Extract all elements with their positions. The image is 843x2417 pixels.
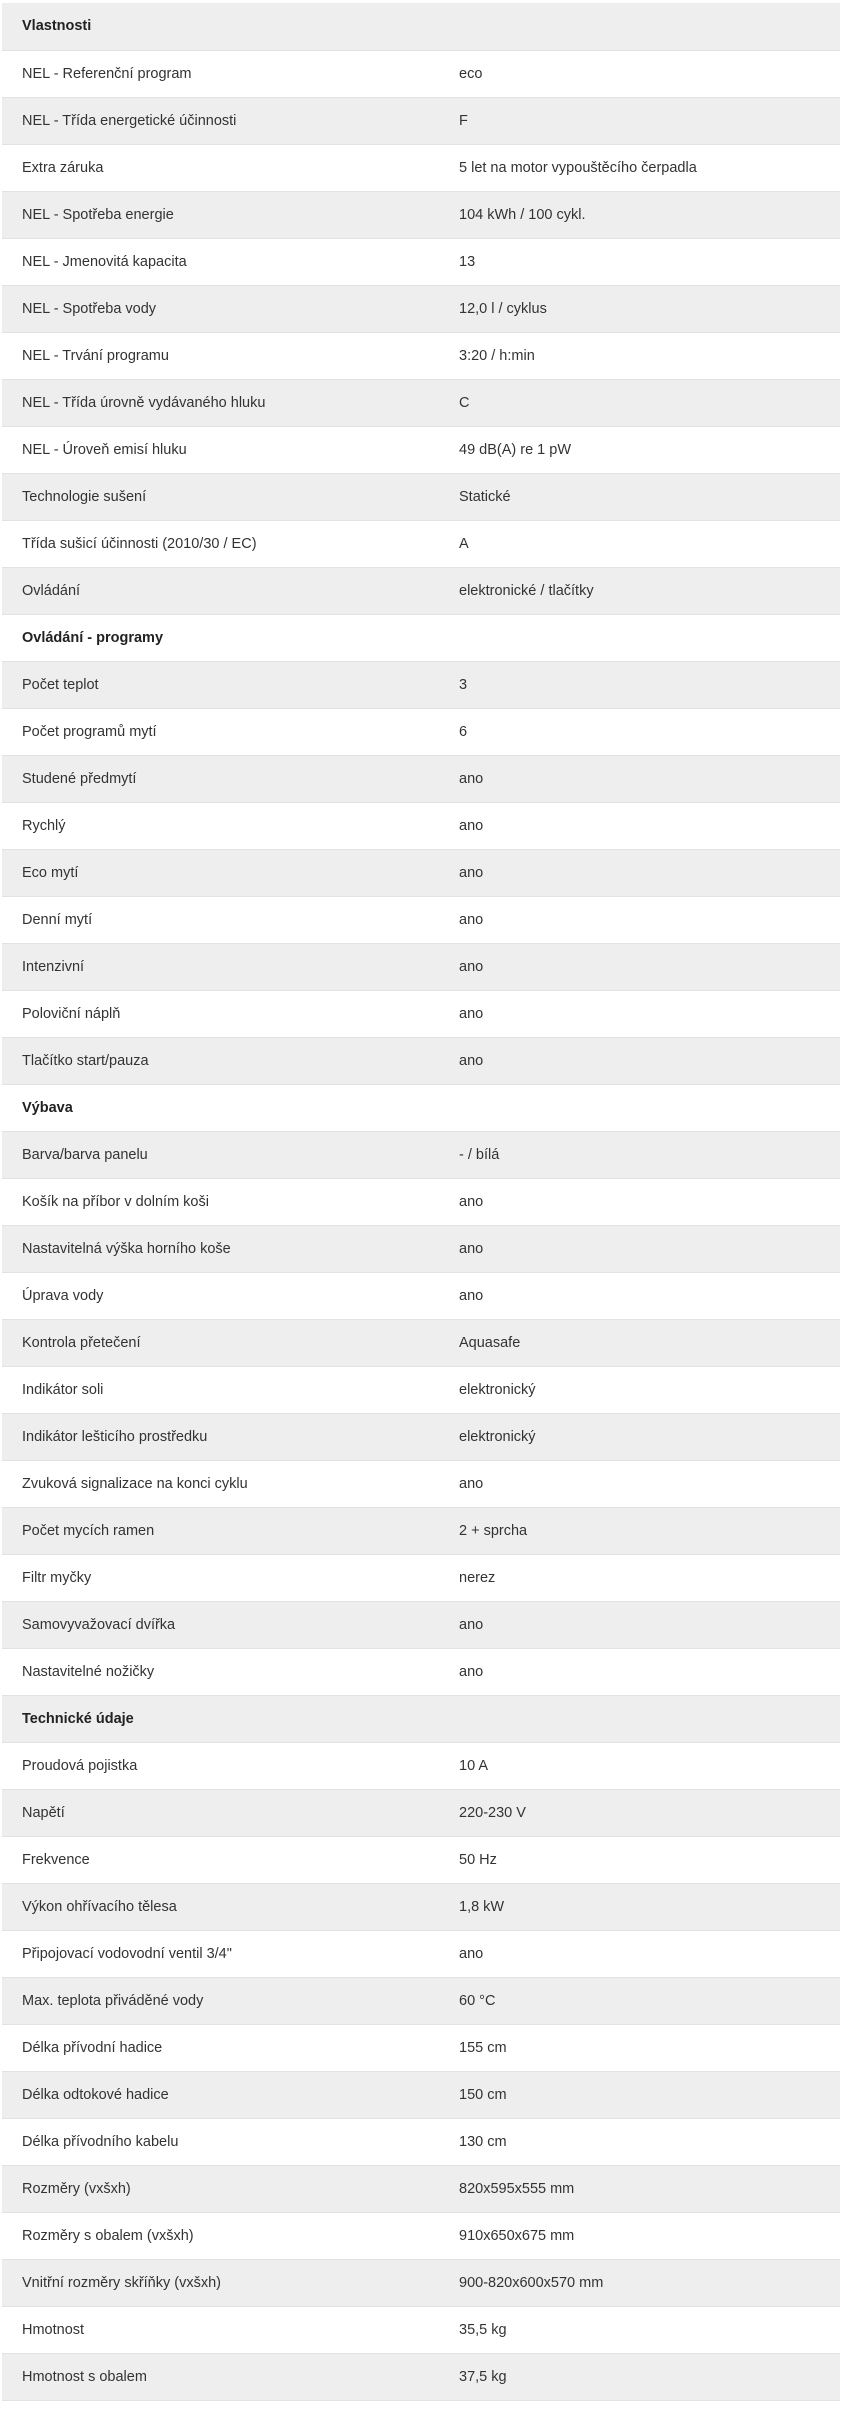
spec-value: A — [439, 520, 840, 567]
section-header-spacer — [439, 1695, 840, 1742]
section-title: Ovládání - programy — [2, 614, 439, 661]
spec-label: Počet teplot — [2, 661, 439, 708]
spec-value: Statické — [439, 473, 840, 520]
spec-value: nerez — [439, 1554, 840, 1601]
spec-row — [2, 285, 840, 332]
spec-value: ano — [439, 1930, 840, 1977]
spec-label: NEL - Referenční program — [2, 50, 439, 97]
spec-label: Vnitřní rozměry skříňky (vxšxh) — [2, 2259, 439, 2306]
spec-row — [2, 238, 840, 285]
spec-table — [2, 3, 840, 2401]
spec-value: 220-230 V — [439, 1789, 840, 1836]
spec-label: Indikátor soli — [2, 1366, 439, 1413]
section-header-spacer — [439, 614, 840, 661]
spec-label: Extra záruka — [2, 144, 439, 191]
spec-value: ano — [439, 1037, 840, 1084]
spec-row — [2, 990, 840, 1037]
spec-row — [2, 661, 840, 708]
spec-row — [2, 943, 840, 990]
spec-label: Košík na příbor v dolním koši — [2, 1178, 439, 1225]
spec-row — [2, 1460, 840, 1507]
spec-label: NEL - Trvání programu — [2, 332, 439, 379]
spec-label: Kontrola přetečení — [2, 1319, 439, 1366]
spec-value: elektronický — [439, 1366, 840, 1413]
spec-row — [2, 1554, 840, 1601]
spec-row — [2, 379, 840, 426]
spec-label: NEL - Úroveň emisí hluku — [2, 426, 439, 473]
spec-value: ano — [439, 1178, 840, 1225]
spec-row — [2, 1037, 840, 1084]
spec-value: elektronické / tlačítky — [439, 567, 840, 614]
spec-value: 130 cm — [439, 2118, 840, 2165]
spec-row — [2, 473, 840, 520]
spec-value: 6 — [439, 708, 840, 755]
spec-label: Hmotnost — [2, 2306, 439, 2353]
spec-row — [2, 849, 840, 896]
spec-value: 150 cm — [439, 2071, 840, 2118]
spec-row — [2, 332, 840, 379]
spec-row — [2, 1507, 840, 1554]
spec-value: 60 °C — [439, 1977, 840, 2024]
section-title: Vlastnosti — [2, 3, 439, 50]
spec-label: Studené předmytí — [2, 755, 439, 802]
spec-row — [2, 520, 840, 567]
spec-label: Výkon ohřívacího tělesa — [2, 1883, 439, 1930]
spec-row — [2, 1131, 840, 1178]
spec-label: Zvuková signalizace na konci cyklu — [2, 1460, 439, 1507]
spec-value: 155 cm — [439, 2024, 840, 2071]
spec-row — [2, 1648, 840, 1695]
spec-row — [2, 802, 840, 849]
spec-label: Intenzivní — [2, 943, 439, 990]
spec-row — [2, 896, 840, 943]
spec-value: 12,0 l / cyklus — [439, 285, 840, 332]
spec-value: 10 A — [439, 1742, 840, 1789]
spec-row — [2, 1225, 840, 1272]
spec-label: NEL - Jmenovitá kapacita — [2, 238, 439, 285]
spec-row — [2, 1601, 840, 1648]
spec-label: Denní mytí — [2, 896, 439, 943]
section-header-spacer — [439, 1084, 840, 1131]
spec-label: Třída sušicí účinnosti (2010/30 / EC) — [2, 520, 439, 567]
spec-label: Proudová pojistka — [2, 1742, 439, 1789]
spec-value: 900-820x600x570 mm — [439, 2259, 840, 2306]
spec-row — [2, 2306, 840, 2353]
spec-label: Počet mycích ramen — [2, 1507, 439, 1554]
spec-label: Nastavitelné nožičky — [2, 1648, 439, 1695]
section-header — [2, 1695, 840, 1742]
spec-label: Rozměry s obalem (vxšxh) — [2, 2212, 439, 2259]
spec-row — [2, 2353, 840, 2400]
spec-value: ano — [439, 896, 840, 943]
spec-value: eco — [439, 50, 840, 97]
spec-value: 35,5 kg — [439, 2306, 840, 2353]
spec-row — [2, 1742, 840, 1789]
spec-label: Úprava vody — [2, 1272, 439, 1319]
spec-label: Počet programů mytí — [2, 708, 439, 755]
spec-label: Frekvence — [2, 1836, 439, 1883]
spec-value: ano — [439, 1225, 840, 1272]
spec-row — [2, 2212, 840, 2259]
spec-label: NEL - Spotřeba energie — [2, 191, 439, 238]
spec-row — [2, 1366, 840, 1413]
spec-label: Indikátor lešticího prostředku — [2, 1413, 439, 1460]
spec-label: Délka přívodní hadice — [2, 2024, 439, 2071]
spec-row — [2, 2259, 840, 2306]
spec-value: ano — [439, 1648, 840, 1695]
spec-label: NEL - Spotřeba vody — [2, 285, 439, 332]
spec-label: Samovyvažovací dvířka — [2, 1601, 439, 1648]
spec-value: ano — [439, 802, 840, 849]
spec-label: Technologie sušení — [2, 473, 439, 520]
spec-value: ano — [439, 849, 840, 896]
section-header — [2, 614, 840, 661]
spec-value: - / bílá — [439, 1131, 840, 1178]
spec-row — [2, 1413, 840, 1460]
spec-row — [2, 50, 840, 97]
spec-row — [2, 2118, 840, 2165]
spec-label: Hmotnost s obalem — [2, 2353, 439, 2400]
section-title: Výbava — [2, 1084, 439, 1131]
spec-row — [2, 1789, 840, 1836]
spec-label: Délka odtokové hadice — [2, 2071, 439, 2118]
spec-value: 2 + sprcha — [439, 1507, 840, 1554]
spec-value: 104 kWh / 100 cykl. — [439, 191, 840, 238]
spec-row — [2, 567, 840, 614]
spec-row — [2, 1977, 840, 2024]
spec-label: Nastavitelná výška horního koše — [2, 1225, 439, 1272]
spec-value: 910x650x675 mm — [439, 2212, 840, 2259]
spec-label: NEL - Třída energetické účinnosti — [2, 97, 439, 144]
spec-value: ano — [439, 990, 840, 1037]
spec-value: ano — [439, 1460, 840, 1507]
spec-row — [2, 708, 840, 755]
spec-label: Rychlý — [2, 802, 439, 849]
spec-value: ano — [439, 943, 840, 990]
section-title: Technické údaje — [2, 1695, 439, 1742]
spec-label: Tlačítko start/pauza — [2, 1037, 439, 1084]
spec-label: Napětí — [2, 1789, 439, 1836]
spec-value: 1,8 kW — [439, 1883, 840, 1930]
spec-row — [2, 2071, 840, 2118]
spec-label: Eco mytí — [2, 849, 439, 896]
spec-row — [2, 755, 840, 802]
spec-value: 3:20 / h:min — [439, 332, 840, 379]
spec-value: 3 — [439, 661, 840, 708]
spec-label: Poloviční náplň — [2, 990, 439, 1037]
spec-label: Barva/barva panelu — [2, 1131, 439, 1178]
spec-label: NEL - Třída úrovně vydávaného hluku — [2, 379, 439, 426]
spec-value: elektronický — [439, 1413, 840, 1460]
spec-value: 5 let na motor vypouštěcího čerpadla — [439, 144, 840, 191]
spec-row — [2, 1836, 840, 1883]
spec-row — [2, 426, 840, 473]
spec-label: Rozměry (vxšxh) — [2, 2165, 439, 2212]
spec-value: ano — [439, 755, 840, 802]
spec-value: C — [439, 379, 840, 426]
spec-row — [2, 1930, 840, 1977]
spec-row — [2, 2165, 840, 2212]
spec-row — [2, 1883, 840, 1930]
spec-row — [2, 1272, 840, 1319]
spec-value: 50 Hz — [439, 1836, 840, 1883]
spec-row — [2, 144, 840, 191]
spec-row — [2, 1319, 840, 1366]
spec-label: Připojovací vodovodní ventil 3/4" — [2, 1930, 439, 1977]
section-header-spacer — [439, 3, 840, 50]
spec-label: Max. teplota přiváděné vody — [2, 1977, 439, 2024]
spec-value: 49 dB(A) re 1 pW — [439, 426, 840, 473]
spec-label: Ovládání — [2, 567, 439, 614]
spec-value: 13 — [439, 238, 840, 285]
section-header — [2, 3, 840, 50]
spec-row — [2, 2024, 840, 2071]
spec-value: ano — [439, 1272, 840, 1319]
spec-value: F — [439, 97, 840, 144]
spec-label: Délka přívodního kabelu — [2, 2118, 439, 2165]
spec-table-body — [2, 3, 840, 2400]
spec-value: ano — [439, 1601, 840, 1648]
spec-row — [2, 1178, 840, 1225]
spec-row — [2, 191, 840, 238]
spec-row — [2, 97, 840, 144]
section-header — [2, 1084, 840, 1131]
spec-value: 820x595x555 mm — [439, 2165, 840, 2212]
spec-value: 37,5 kg — [439, 2353, 840, 2400]
spec-label: Filtr myčky — [2, 1554, 439, 1601]
spec-value: Aquasafe — [439, 1319, 840, 1366]
